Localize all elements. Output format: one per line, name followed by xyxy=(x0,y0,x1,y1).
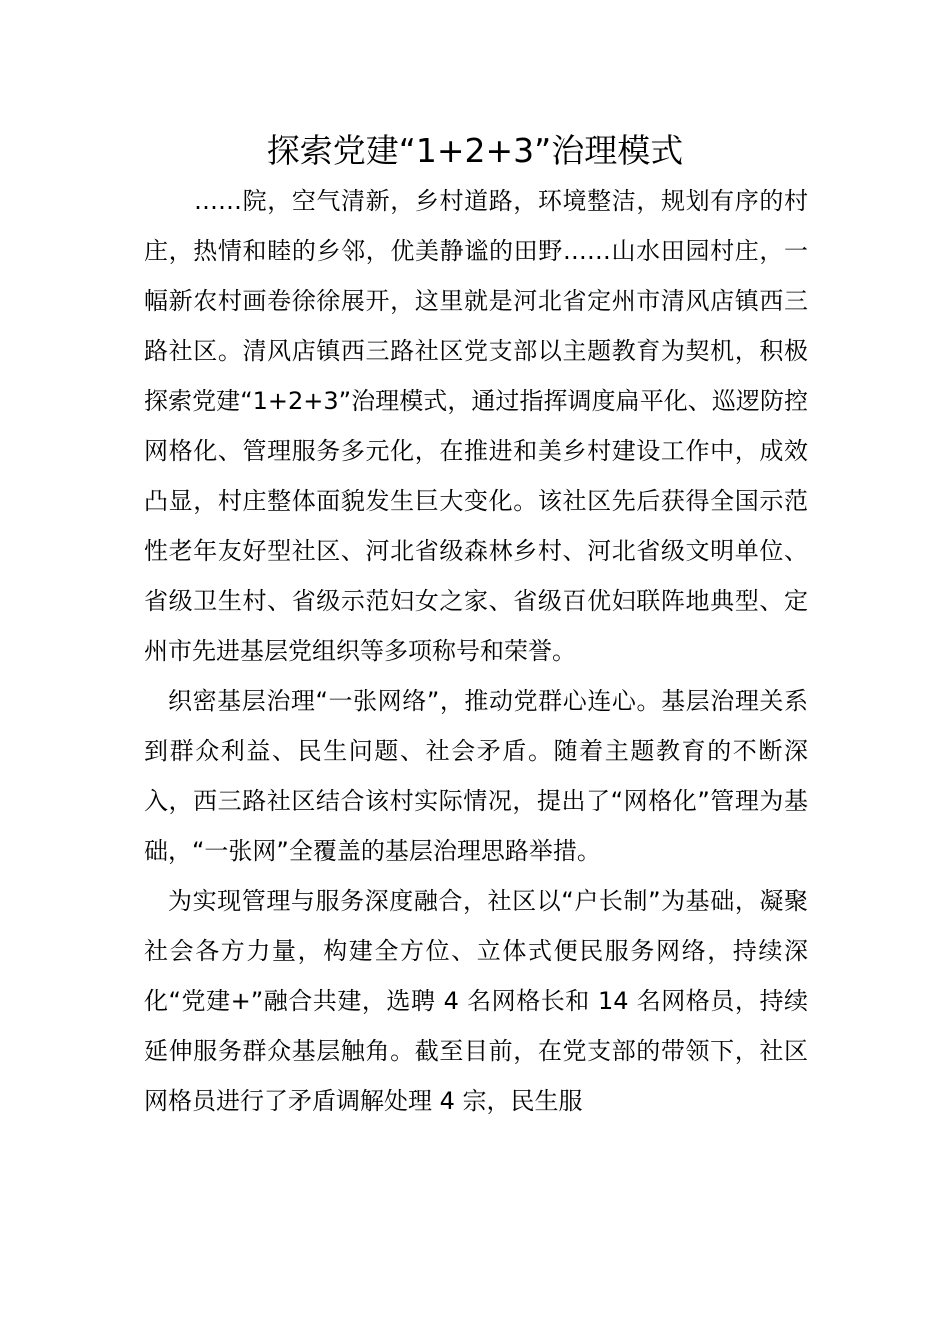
document-title: 探索党建“1+2+3”治理模式 xyxy=(266,131,684,170)
paragraph-intro: ……院，空气清新，乡村道路，环境整洁，规划有序的村庄，热情和睦的乡邻，优美静谧的田野……山水田园村庄，一幅新农村画卷徐徐展开，这里就是河北省定州市清风店镇西三路社区。清风店镇西三路社区党支部以主题教育为契机，积极探索党建“1+2+3”治理模式，通过指挥调度扁平化、巡逻防控网格化、管理服务多元化，在推进和美乡村建设工作中，成效凸显，村庄整体面貌发生巨大变化。该社区先后获得全国示范性老年友好型社区、河北省级森林乡村、河北省级文明单位、省级卫生村、省级示范妇女之家、省级百优妇联阵地典型、定州市先进基层党组织等多项称号和荣誉。 xyxy=(144,187,808,665)
paragraph-grid-governance: 织密基层治理“一张网络”，推动党群心连心。基层治理关系到群众利益、民生问题、社会矛盾。随着主题教育的不断深入，西三路社区结合该村实际情况，提出了“网格化”管理为基础，“一张网”全覆盖的基层治理思路举措。 xyxy=(144,687,808,865)
paragraph-service-network: 为实现管理与服务深度融合，社区以“户长制”为基础，凝聚社会各方力量，构建全方位、立体式便民服务网络，持续深化“党建+”融合共建，选聘 4 名网格长和 14 名网格员，持续延伸服务群众基层触角。截至目前，在党支部的带领下，社区网格员进行了矛盾调解处理 4 宗，民生服 xyxy=(144,887,808,1115)
document-body xyxy=(144,176,808,1126)
